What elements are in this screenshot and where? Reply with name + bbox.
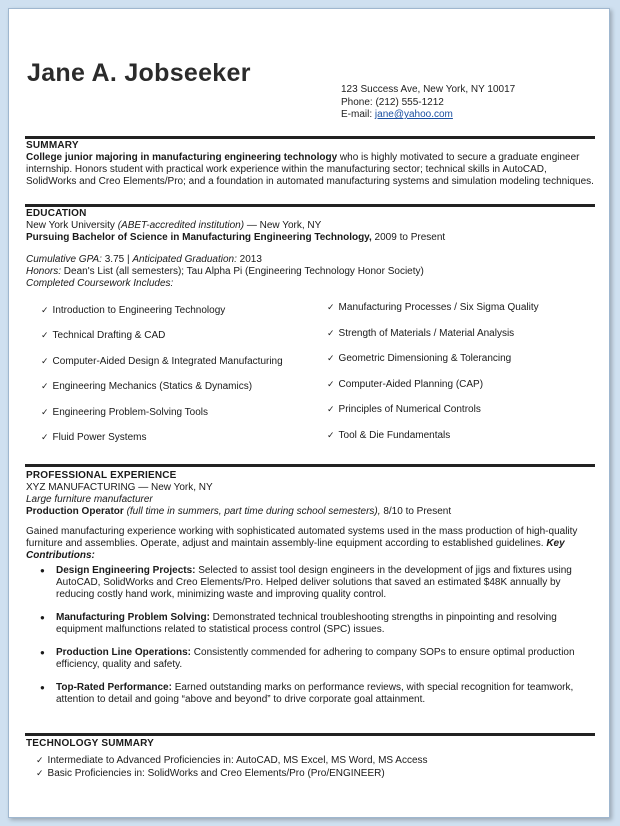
summary-lead: College junior majoring in manufacturing engineering technology <box>26 152 338 163</box>
honors-label: Honors: <box>26 266 62 277</box>
check-icon: ✓ <box>36 768 44 778</box>
gpa-line <box>26 254 598 266</box>
education-heading: EDUCATION <box>26 208 87 219</box>
education-section <box>26 208 598 290</box>
experience-section <box>26 470 598 717</box>
key-contributions-label: Key Contributions: <box>26 538 565 561</box>
resume-page <box>8 8 610 818</box>
list-item: ● Manufacturing Problem Solving: Demonstrated technical troubleshooting strengths in pinpointing and resolving equipment malfunctions related to statistical process control (SPC) issues. <box>56 612 598 636</box>
course-item: ✓ Computer-Aided Planning (CAP) <box>327 379 484 390</box>
summary-heading: SUMMARY <box>26 140 79 151</box>
school-note: (ABET-accredited institution) <box>117 220 245 231</box>
course-item: ✓ Technical Drafting & CAD <box>41 330 166 341</box>
course-item: ✓ Strength of Materials / Material Analysis <box>327 328 515 339</box>
check-icon: ✓ <box>41 407 49 417</box>
course-item: ✓ Computer-Aided Design & Integrated Manufacturing <box>41 356 283 367</box>
section-rule <box>25 204 595 207</box>
course-item: ✓ Tool & Die Fundamentals <box>327 430 451 441</box>
course-item: ✓ Geometric Dimensioning & Tolerancing <box>327 353 512 364</box>
check-icon: ✓ <box>327 379 335 389</box>
course-item: ✓ Manufacturing Processes / Six Sigma Quality <box>327 302 539 313</box>
check-icon: ✓ <box>327 430 335 440</box>
candidate-name: Jane A. Jobseeker <box>27 59 251 87</box>
job-note: (full time in summers, part time during school semesters), <box>123 506 381 517</box>
job-title: Production Operator <box>26 506 124 517</box>
check-icon: ✓ <box>36 755 44 765</box>
check-icon: ✓ <box>327 353 335 363</box>
course-item: ✓ Principles of Numerical Controls <box>327 404 481 415</box>
email-label: E-mail: <box>341 109 375 120</box>
list-item: ● Production Line Operations: Consistently commended for adhering to company SOPs to ensure optimal production efficiency, quality and safety. <box>56 647 598 671</box>
job-dates: 8/10 to Present <box>380 506 452 517</box>
honors-value: Dean's List (all semesters); Tau Alpha Pi (Engineering Technology Honor Society) <box>61 266 424 277</box>
experience-heading: PROFESSIONAL EXPERIENCE <box>26 470 177 481</box>
contributions-list <box>26 565 598 706</box>
section-rule <box>25 136 595 139</box>
check-icon: ✓ <box>327 328 335 338</box>
summary-text <box>26 152 598 188</box>
degree-dates: 2009 to Present <box>371 232 446 243</box>
address: 123 Success Ave, New York, NY 10017 <box>341 84 516 95</box>
school-line <box>26 220 598 232</box>
check-icon: ✓ <box>327 404 335 414</box>
phone: Phone: (212) 555-1212 <box>341 96 444 108</box>
gpa-value: 3.75 | <box>101 254 133 265</box>
list-item: ● Top-Rated Performance: Earned outstanding marks on performance reviews, with special recognition for teamwork, attention to detail and going “above and beyond” to drive corporate goal attainment. <box>56 682 598 706</box>
tech-line: ✓ Basic Proficiencies in: SolidWorks and Creo Elements/Pro (Pro/ENGINEER) <box>36 768 385 779</box>
degree-line <box>26 232 598 244</box>
email-line <box>341 109 515 122</box>
coursework-label: Completed Coursework Includes: <box>26 278 174 289</box>
summary-section <box>26 140 598 188</box>
grad-value: 2013 <box>236 254 262 265</box>
check-icon: ✓ <box>41 330 49 340</box>
course-item: ✓ Fluid Power Systems <box>41 432 147 443</box>
gpa-label: Cumulative GPA: <box>26 254 102 265</box>
course-item: ✓ Introduction to Engineering Technology <box>41 305 226 316</box>
contact-block <box>341 84 515 122</box>
technology-section <box>26 738 598 780</box>
list-item: ● Design Engineering Projects: Selected to assist tool design engineers in the development of jigs and fixtures using AutoCAD, SolidWorks and Creo Elements/Pro. Helped deliver solutions that saved an estimated $48K annually by reducing costly hand work, minimizing waste and improving quality control. <box>56 565 598 601</box>
honors-line <box>26 266 598 278</box>
check-icon: ✓ <box>41 305 49 315</box>
section-rule <box>25 464 595 467</box>
email-link[interactable]: jane@yahoo.com <box>374 109 453 120</box>
grad-label: Anticipated Graduation: <box>132 254 237 265</box>
course-item: ✓ Engineering Mechanics (Statics & Dynamics) <box>41 381 253 392</box>
school-location: — New York, NY <box>244 220 322 231</box>
school-name: New York University <box>26 220 118 231</box>
tech-line: ✓ Intermediate to Advanced Proficiencies in: AutoCAD, MS Excel, MS Word, MS Access <box>36 755 428 766</box>
company-line: XYZ MANUFACTURING — New York, NY <box>26 482 213 493</box>
degree: Pursuing Bachelor of Science in Manufacturing Engineering Technology, <box>26 232 372 243</box>
check-icon: ✓ <box>41 432 49 442</box>
technology-heading: TECHNOLOGY SUMMARY <box>26 738 155 749</box>
check-icon: ✓ <box>41 356 49 366</box>
intro-text: Gained manufacturing experience working with sophisticated automated systems used in the mass production of high-quality furniture and assemblies. Operate, adjust and maintain assembly-line equipment according to established guidelines. <box>26 526 578 549</box>
experience-intro <box>26 526 598 562</box>
check-icon: ✓ <box>327 302 335 312</box>
section-rule <box>25 733 595 736</box>
job-title-line <box>26 506 598 518</box>
course-item: ✓ Engineering Problem-Solving Tools <box>41 407 209 418</box>
company-description: Large furniture manufacturer <box>26 494 153 505</box>
summary-body: who is highly motivated to secure a graduate engineer internship. Honors student with practical work experience within the manufacturing sector; technical skills in AutoCAD, SolidWorks and Creo Elements/Pro; and a foundation in automated manufacturing systems and simulation modeling techniques. <box>26 152 594 187</box>
check-icon: ✓ <box>41 381 49 391</box>
